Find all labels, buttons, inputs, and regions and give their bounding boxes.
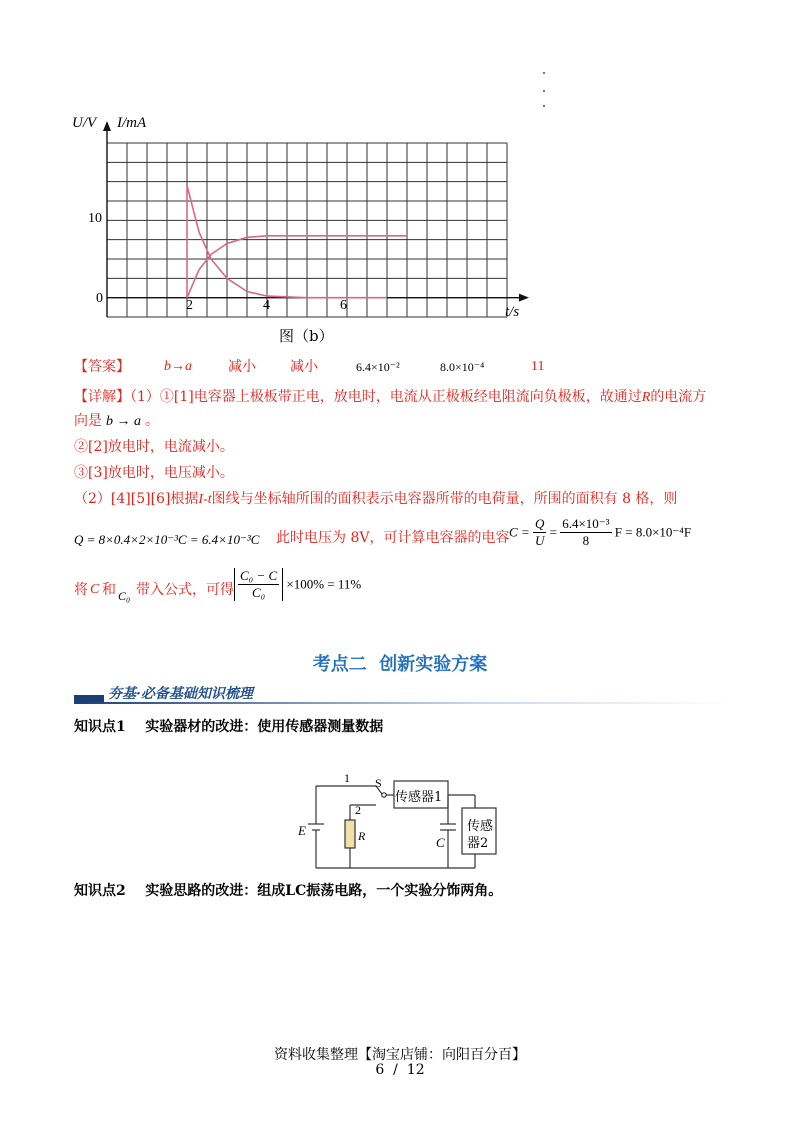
circuit-label-c: C — [436, 835, 445, 850]
answer-5: 8.0×10⁻⁴ — [440, 360, 485, 374]
sensor-2-label-line2: 器2 — [467, 836, 489, 851]
section-banner — [74, 683, 734, 705]
detail-text-2-end: 。 — [145, 413, 159, 429]
percent-var-c0: C₀ — [118, 589, 131, 603]
answer-3: 减小 — [290, 359, 318, 375]
circuit-diagram — [290, 768, 530, 878]
answer-2: 减小 — [228, 359, 256, 375]
fraction-q: Q — [534, 516, 545, 531]
percent-num: C₀ − C — [240, 568, 278, 583]
answer-label: 【答案】 — [74, 359, 130, 375]
y-tick-0: 0 — [96, 291, 103, 306]
formula-c — [509, 516, 691, 549]
detail-label: 【详解】 — [74, 389, 130, 405]
section-title: 考点二 创新实验方案 — [312, 654, 488, 675]
x-axis-label: t/s — [505, 304, 520, 320]
detail-line-3: ②[2]放电时，电流减小。 — [74, 439, 234, 455]
footer-source: 资料收集整理【淘宝店铺：向阳百分百】 — [274, 1047, 526, 1063]
fraction-q-u — [533, 516, 546, 549]
answer-row — [74, 357, 674, 379]
formula-c-eq: = — [549, 524, 557, 540]
detail-var-r: R — [641, 390, 651, 405]
detail-text-1-end: 的电流方 — [650, 389, 707, 405]
y-tick-10: 10 — [88, 211, 102, 226]
percent-fraction — [238, 568, 279, 601]
x-tick-6: 6 — [340, 298, 347, 313]
detail-line-1 — [74, 387, 706, 408]
percent-text-and: 和 — [102, 582, 116, 598]
circuit-label-2: 2 — [355, 803, 361, 817]
detail-line-4: ③[3]放电时，电压减小。 — [74, 465, 234, 481]
answer-1: b→a — [164, 359, 192, 374]
corner-dots — [543, 72, 546, 112]
circuit-label-s: S — [375, 776, 382, 790]
detail-line-5 — [74, 489, 677, 510]
percent-rhs: ×100% = 11% — [286, 576, 362, 592]
fraction-num: 6.4×10⁻³ — [562, 516, 610, 531]
detail-expr-ba: b → a — [106, 414, 141, 429]
fraction-u: U — [534, 533, 545, 548]
formula-mid-text: 此时电压为 8V，可计算电容器的电容 — [276, 530, 510, 546]
fraction-value — [560, 516, 611, 549]
y-axis-label-u: U/V — [72, 115, 97, 131]
answer-4: 6.4×10⁻² — [356, 360, 400, 374]
circuit-label-r: R — [358, 829, 366, 843]
graph-figure — [60, 105, 540, 345]
formula-c-lhs: C = — [509, 524, 530, 540]
detail-text-2: 向是 — [74, 413, 102, 429]
answer-6: 11 — [531, 359, 545, 374]
percent-var-c: C — [90, 582, 100, 597]
percent-text-start: 将 — [74, 582, 88, 598]
ui-graph — [60, 105, 540, 345]
detail-text-1: （1）①[1]电容器上极板带正电，放电时，电流从正极板经电阻流向负极板，故通过 — [130, 389, 642, 405]
percent-formula — [234, 568, 361, 601]
circuit-svg — [290, 768, 530, 878]
sensor-2-label-line1: 传感 — [467, 819, 494, 834]
graph-caption: 图（b） — [279, 327, 334, 345]
circuit-label-e: E — [298, 823, 306, 838]
detail-var-it: I-t — [198, 492, 212, 507]
detail-text-5-end: 图线与坐标轴所围的面积表示电容器所带的电荷量，所围的面积有 8 格，则 — [211, 491, 678, 507]
x-tick-4: 4 — [263, 298, 270, 313]
detail-line-2 — [74, 411, 159, 432]
x-tick-2: 2 — [186, 298, 193, 313]
banner-text: 夯基·必备基础知识梳理 — [108, 686, 253, 702]
y-axis-label-i: I/mA — [117, 115, 147, 131]
percent-text-mid: 带入公式，可得 — [136, 582, 234, 598]
series-line-2 — [187, 236, 407, 298]
y-axis-arrow — [103, 121, 111, 131]
formula-q: Q = 8×0.4×2×10⁻³C = 6.4×10⁻³C — [74, 532, 260, 547]
knowledge-point-2: 知识点2 实验思路的改进：组成LC振荡电路，一个实验分饰两角。 — [74, 883, 503, 899]
circuit-label-1: 1 — [344, 771, 350, 785]
sensor-1-label: 传感器1 — [395, 790, 443, 805]
percent-den: C₀ — [251, 585, 266, 600]
knowledge-point-1: 知识点1 实验器材的改进：使用传感器测量数据 — [74, 719, 384, 735]
page-number: 6 / 12 — [375, 1062, 425, 1078]
detail-text-5: （2）[4][5][6]根据 — [74, 491, 199, 507]
x-axis-arrow — [519, 294, 529, 302]
formula-c-rhs: F = 8.0×10⁻⁴F — [614, 524, 692, 540]
fraction-den: 8 — [582, 533, 590, 548]
